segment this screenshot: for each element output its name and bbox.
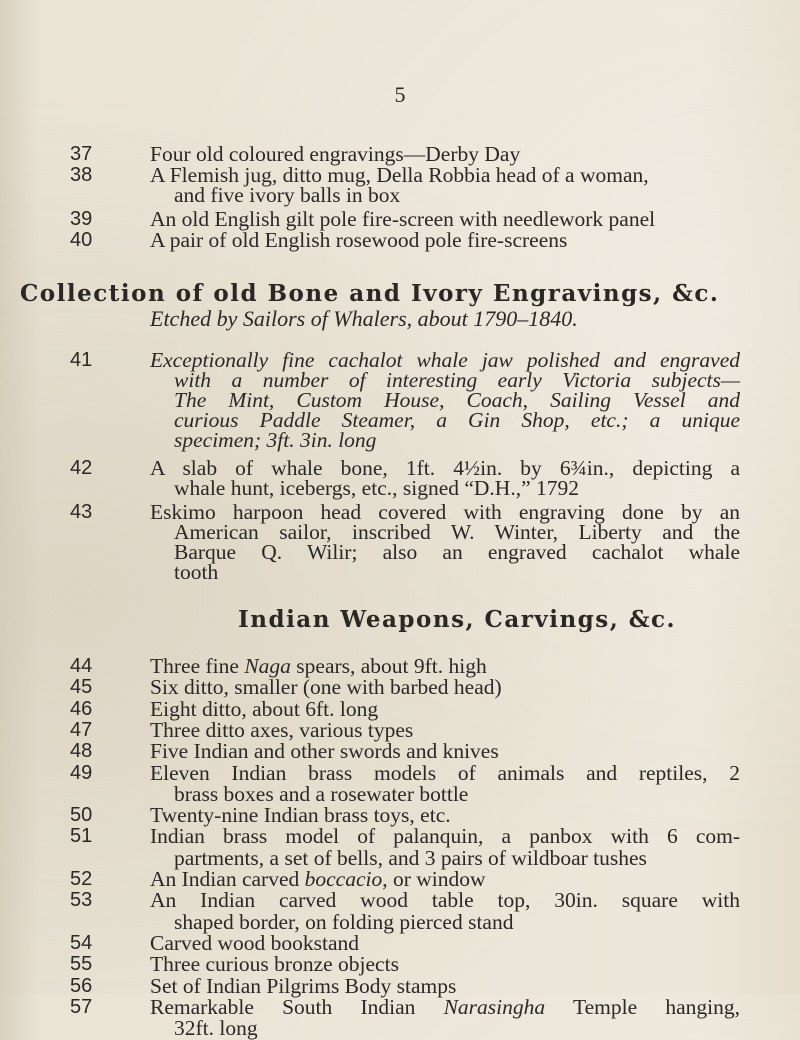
lot-description bbox=[150, 656, 740, 677]
lot-description bbox=[150, 458, 740, 498]
lot-line: American sailor, inscribed W. Winter, Liberty and the bbox=[174, 520, 740, 544]
lot-number: 48 bbox=[70, 740, 93, 763]
section-heading-engravings: Collection of old Bone and Ivory Engravings, &c. bbox=[20, 280, 720, 307]
lot-description bbox=[150, 994, 740, 1040]
lot-number: 37 bbox=[70, 143, 93, 165]
lot-line: A slab of whale bone, 1ft. 4½in. by 6¾in., depicting a bbox=[150, 456, 740, 480]
lot-number: 53 bbox=[70, 889, 93, 912]
lot-line: An Indian carved boccacio, or window bbox=[150, 867, 486, 891]
lot-number: 54 bbox=[70, 931, 93, 954]
lot-description bbox=[150, 165, 649, 205]
lot-line: Barque Q. Wilir; also an engraved cachalot whale bbox=[174, 540, 740, 564]
lot-line: Three fine Naga spears, about 9ft. high bbox=[150, 654, 487, 678]
lot-line: Twenty-nine Indian brass toys, etc. bbox=[150, 803, 451, 828]
lot-number: 52 bbox=[70, 868, 93, 890]
lot-description bbox=[150, 805, 740, 826]
lot-line: Eight ditto, about 6ft. long bbox=[150, 696, 379, 721]
lot-line: tooth bbox=[174, 560, 219, 584]
lot-line: Carved wood bookstand bbox=[150, 930, 359, 955]
lot-line: curious Paddle Steamer, a Gin Shop, etc.; a unique bbox=[174, 408, 740, 432]
lot-number: 42 bbox=[70, 457, 93, 479]
lot-description bbox=[150, 954, 740, 975]
lot-line: Eleven Indian brass models of animals and reptiles, 2 bbox=[150, 760, 740, 785]
lot-line: Three ditto axes, various types bbox=[150, 717, 414, 742]
lot-line: Three curious bronze objects bbox=[150, 952, 399, 977]
lot-description bbox=[150, 760, 740, 806]
lot-description bbox=[150, 930, 740, 955]
lot-description bbox=[150, 826, 740, 869]
lot-description bbox=[150, 717, 740, 742]
lot-line: brass boxes and a rosewater bottle bbox=[174, 781, 469, 806]
lot-number: 40 bbox=[70, 229, 93, 251]
lot-description bbox=[150, 209, 655, 229]
lot-line: Six ditto, smaller (one with barbed head) bbox=[150, 675, 502, 700]
lot-description bbox=[150, 869, 740, 890]
lot-line: 32ft. long bbox=[174, 1016, 258, 1040]
lot-line: A Flemish jug, ditto mug, Della Robbia head of a woman, bbox=[150, 163, 649, 187]
lot-line: partments, a set of bells, and 3 pairs of wildboar tushes bbox=[174, 845, 647, 870]
lot-line: Exceptionally fine cachalot whale jaw polished and engraved bbox=[150, 348, 740, 372]
lot-description bbox=[150, 502, 740, 582]
lot-number: 44 bbox=[70, 655, 93, 677]
lot-number: 39 bbox=[70, 208, 93, 230]
lot-number: 41 bbox=[70, 349, 93, 371]
lot-number: 45 bbox=[70, 676, 93, 699]
section-subheading: Etched by Sailors of Whalers, about 1790–1840. bbox=[150, 306, 578, 331]
lot-line: Remarkable South Indian Narasingha Temple hanging, bbox=[150, 994, 740, 1019]
lot-number: 55 bbox=[70, 953, 93, 976]
lot-description bbox=[150, 144, 520, 164]
lot-number: 47 bbox=[70, 718, 93, 741]
lot-description bbox=[150, 350, 740, 450]
lot-line: specimen; 3ft. 3in. long bbox=[174, 428, 377, 452]
lot-line: whale hunt, icebergs, etc., signed “D.H.,” 1792 bbox=[174, 476, 580, 500]
lot-number: 56 bbox=[70, 974, 93, 997]
lot-number: 38 bbox=[70, 164, 93, 186]
lot-line: The Mint, Custom House, Coach, Sailing Vessel and bbox=[174, 388, 740, 412]
lot-description bbox=[150, 890, 740, 933]
lot-line: shaped border, on folding pierced stand bbox=[174, 909, 514, 934]
lot-description bbox=[150, 230, 567, 250]
lot-number: 49 bbox=[70, 761, 93, 784]
section-heading-indian-weapons: Indian Weapons, Carvings, &c. bbox=[238, 606, 677, 633]
lot-description bbox=[150, 696, 740, 721]
lot-line: Set of Indian Pilgrims Body stamps bbox=[150, 973, 457, 998]
lot-number: 46 bbox=[70, 697, 93, 720]
lot-line: with a number of interesting early Victoria subjects— bbox=[174, 368, 740, 392]
lot-description bbox=[150, 741, 740, 762]
lot-line: Five Indian and other swords and knives bbox=[150, 739, 499, 764]
lot-line: and five ivory balls in box bbox=[174, 183, 401, 207]
lot-number: 43 bbox=[70, 501, 93, 523]
lot-line: Indian brass model of palanquin, a panbox with 6 com- bbox=[150, 824, 740, 849]
lot-number: 50 bbox=[70, 804, 93, 827]
lot-line: Four old coloured engravings—Derby Day bbox=[150, 142, 521, 166]
lot-line: Eskimo harpoon head covered with engraving done by an bbox=[150, 500, 740, 524]
lot-line: An old English gilt pole fire-screen with needlework panel bbox=[150, 207, 656, 231]
lot-number: 57 bbox=[70, 995, 93, 1018]
page-number: 5 bbox=[394, 82, 406, 107]
lot-line: A pair of old English rosewood pole fire-screens bbox=[150, 228, 568, 252]
lot-description bbox=[150, 677, 740, 698]
lot-number: 51 bbox=[70, 825, 93, 848]
lot-line: An Indian carved wood table top, 30in. square with bbox=[150, 888, 740, 913]
